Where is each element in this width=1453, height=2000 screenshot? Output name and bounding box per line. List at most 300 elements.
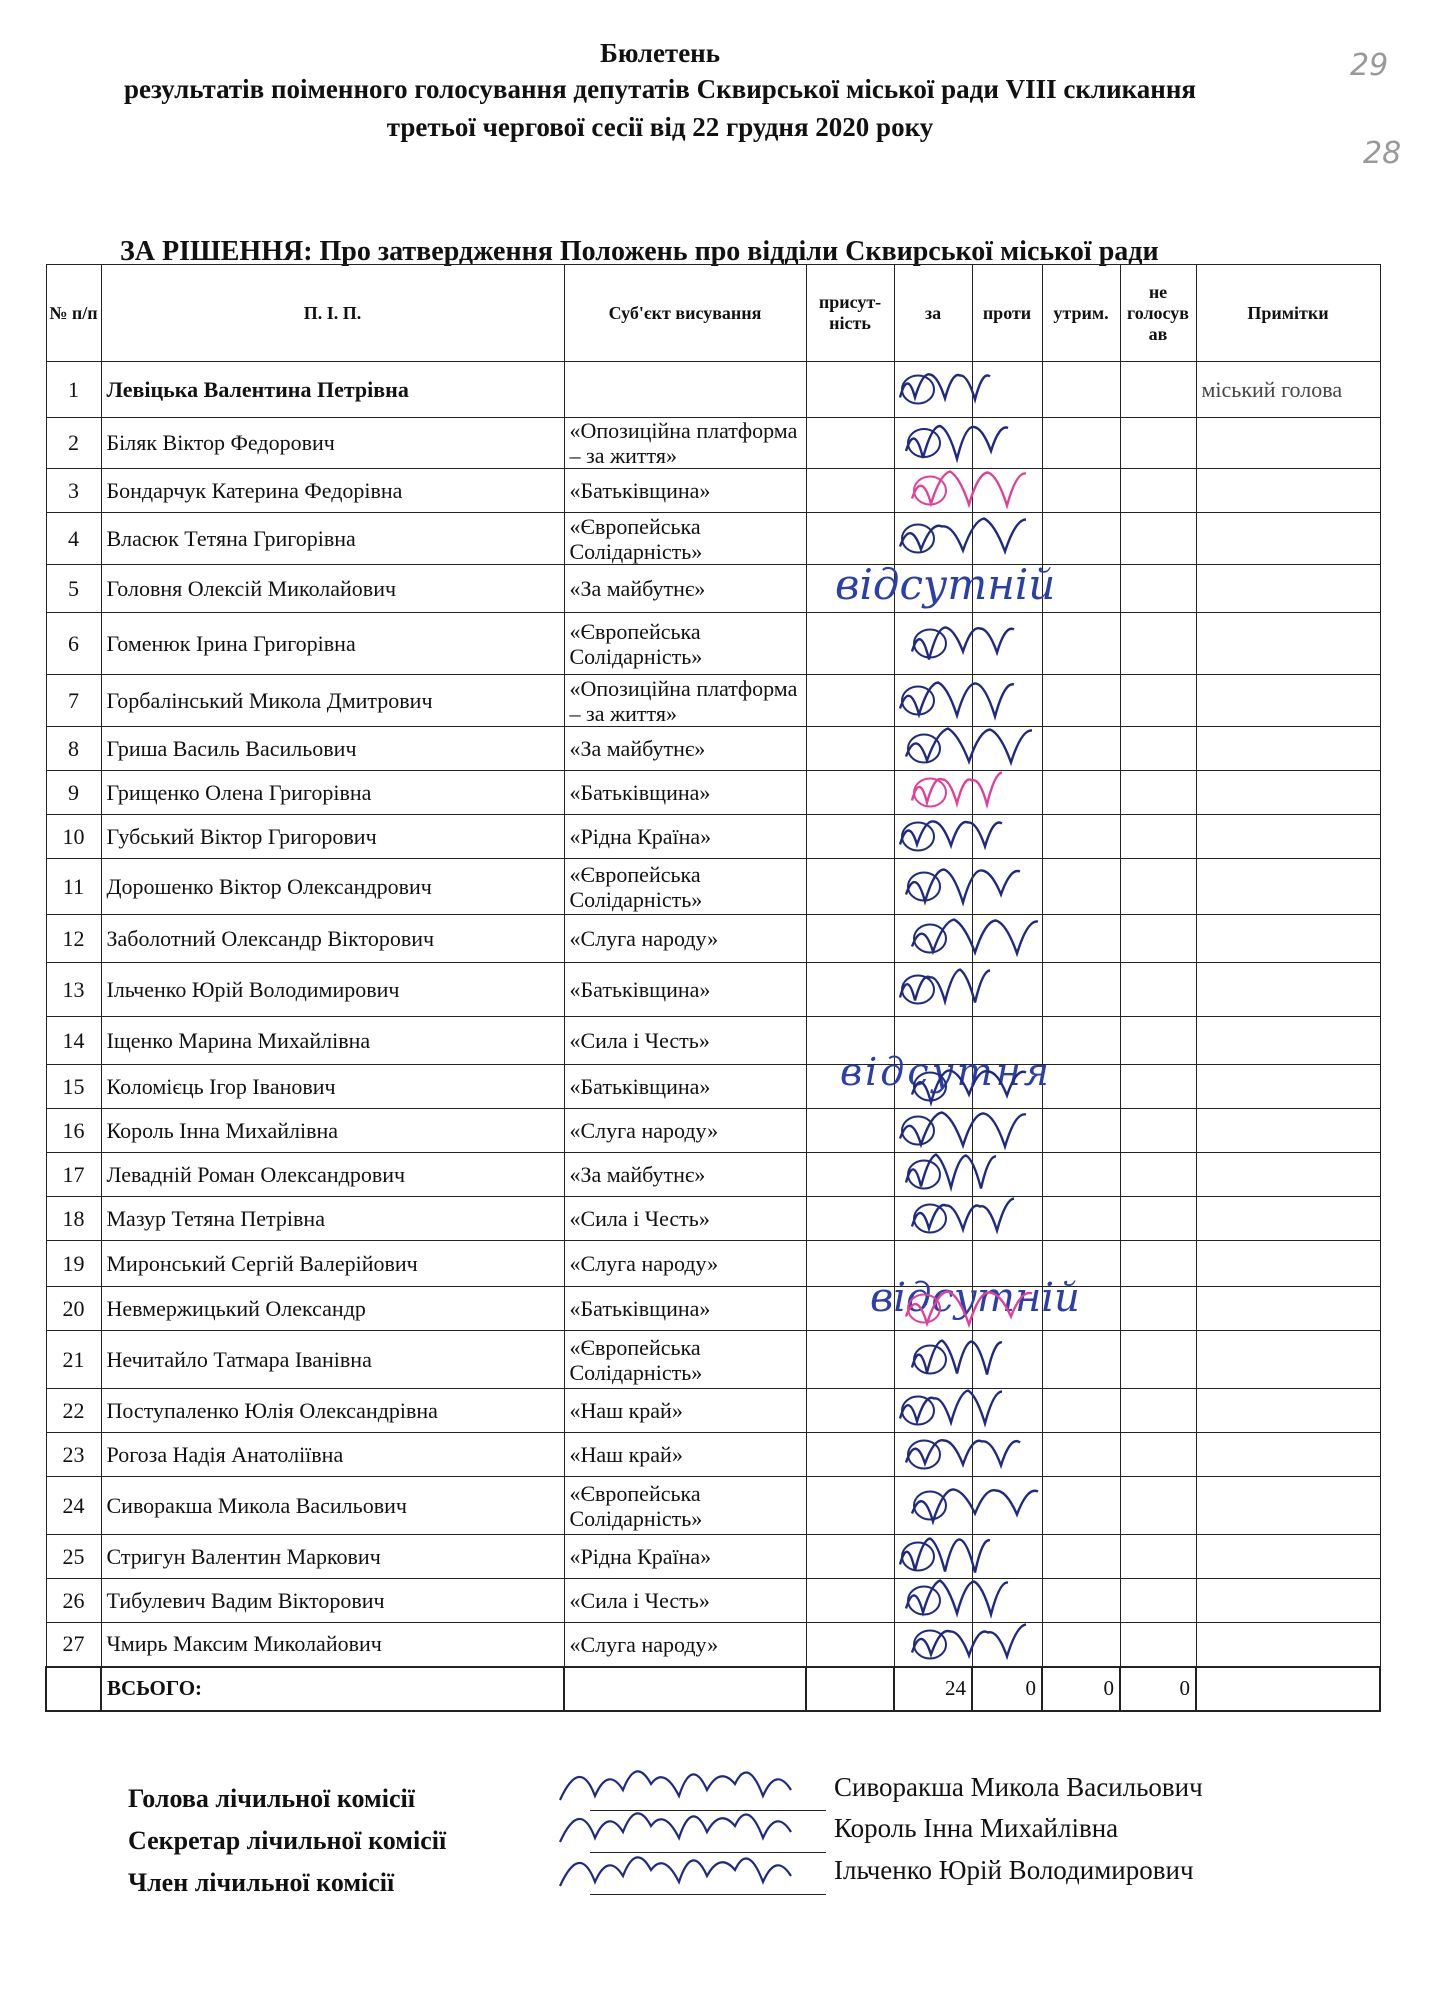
row-number: 12 — [46, 915, 101, 963]
nominating-party: «Наш край» — [564, 1433, 806, 1477]
abstain-cell — [1042, 675, 1120, 727]
deputy-name: Мазур Тетяна Петрівна — [101, 1197, 564, 1241]
table-row — [46, 1197, 1380, 1241]
abstain-cell — [1042, 1535, 1120, 1579]
head-sign-line — [590, 1810, 826, 1811]
row-number: 24 — [46, 1477, 101, 1535]
abstain-cell — [1042, 1109, 1120, 1153]
abstain-cell — [1042, 418, 1120, 469]
present-cell — [806, 565, 894, 613]
nominating-party: «За майбутнє» — [564, 565, 806, 613]
row-number: 6 — [46, 613, 101, 675]
deputy-name: Бондарчук Катерина Федорівна — [101, 469, 564, 513]
for-cell — [894, 469, 972, 513]
member-label: Член лічильної комісії — [128, 1868, 395, 1897]
present-cell — [806, 727, 894, 771]
table-row — [46, 727, 1380, 771]
deputy-name: Рогоза Надія Анатоліївна — [101, 1433, 564, 1477]
against-cell — [972, 963, 1042, 1017]
deputy-name: Миронський Сергій Валерійович — [101, 1241, 564, 1287]
present-cell — [806, 613, 894, 675]
deputy-name: Сиворакша Микола Васильович — [101, 1477, 564, 1535]
novote-cell — [1120, 1287, 1196, 1331]
abstain-cell — [1042, 727, 1120, 771]
deputy-name: Горбалінський Микола Дмитрович — [101, 675, 564, 727]
row-number: 3 — [46, 469, 101, 513]
for-cell — [894, 1197, 972, 1241]
present-cell — [806, 1535, 894, 1579]
nominating-party: «Батьківщина» — [564, 771, 806, 815]
notes-cell — [1196, 469, 1380, 513]
margin-mark-bottom: 28 — [1363, 136, 1402, 171]
novote-cell — [1120, 565, 1196, 613]
notes-cell — [1196, 1389, 1380, 1433]
novote-cell — [1120, 1109, 1196, 1153]
against-cell — [972, 362, 1042, 418]
against-cell — [972, 771, 1042, 815]
row-number: 17 — [46, 1153, 101, 1197]
table-row — [46, 613, 1380, 675]
table-header — [46, 265, 1380, 362]
notes-cell — [1196, 815, 1380, 859]
row-number: 4 — [46, 513, 101, 565]
notes-cell — [1196, 675, 1380, 727]
novote-cell — [1120, 362, 1196, 418]
notes-cell — [1196, 1241, 1380, 1287]
abstain-cell — [1042, 565, 1120, 613]
deputy-name: Грищенко Олена Григорівна — [101, 771, 564, 815]
novote-cell — [1120, 727, 1196, 771]
nominating-party: «Опозиційна платформа – за життя» — [564, 418, 806, 469]
against-cell — [972, 1623, 1042, 1667]
for-cell — [894, 613, 972, 675]
abstain-cell — [1042, 915, 1120, 963]
against-cell — [972, 815, 1042, 859]
present-cell — [806, 469, 894, 513]
secretary-label: Секретар лічильної комісії — [128, 1826, 447, 1855]
table-row — [46, 418, 1380, 469]
row-number: 27 — [46, 1623, 101, 1667]
against-cell — [972, 565, 1042, 613]
nominating-party: «Сила і Честь» — [564, 1197, 806, 1241]
present-cell — [806, 1017, 894, 1065]
notes-cell — [1196, 613, 1380, 675]
abstain-cell — [1042, 1017, 1120, 1065]
against-cell — [972, 1433, 1042, 1477]
novote-cell — [1120, 1579, 1196, 1623]
novote-cell — [1120, 1241, 1196, 1287]
novote-cell — [1120, 1477, 1196, 1535]
row-number: 14 — [46, 1017, 101, 1065]
novote-cell — [1120, 1433, 1196, 1477]
against-cell — [972, 1109, 1042, 1153]
against-cell — [972, 1065, 1042, 1109]
col-num: № п/п — [46, 265, 101, 362]
abstain-cell — [1042, 1065, 1120, 1109]
table-row — [46, 469, 1380, 513]
row-number: 15 — [46, 1065, 101, 1109]
notes-cell — [1196, 513, 1380, 565]
novote-cell — [1120, 1389, 1196, 1433]
head-label: Голова лічильної комісії — [128, 1784, 415, 1813]
table-row — [46, 675, 1380, 727]
deputy-name: Власюк Тетяна Григорівна — [101, 513, 564, 565]
deputy-name: Левіцька Валентина Петрівна — [101, 362, 564, 418]
nominating-party: «Європейська Солідарність» — [564, 513, 806, 565]
row-number: 20 — [46, 1287, 101, 1331]
abstain-cell — [1042, 513, 1120, 565]
present-cell — [806, 815, 894, 859]
deputy-name: Гоменюк Ірина Григорівна — [101, 613, 564, 675]
nominating-party: «Батьківщина» — [564, 1287, 806, 1331]
novote-cell — [1120, 1197, 1196, 1241]
present-cell — [806, 859, 894, 915]
nominating-party: «Слуга народу» — [564, 1241, 806, 1287]
row-number: 19 — [46, 1241, 101, 1287]
commission-signature — [560, 1771, 791, 1800]
nominating-party: «Слуга народу» — [564, 1623, 806, 1667]
commission-signature — [560, 1857, 791, 1886]
for-cell — [894, 1241, 972, 1287]
row-number: 7 — [46, 675, 101, 727]
absence-note-row14: відсутня — [840, 1050, 1052, 1094]
notes-cell — [1196, 1153, 1380, 1197]
secretary-name: Король Інна Михайлівна — [834, 1813, 1119, 1843]
notes-cell — [1196, 859, 1380, 915]
for-cell — [894, 1153, 972, 1197]
col-present: присут-ність — [806, 265, 894, 362]
col-against: проти — [972, 265, 1042, 362]
row-number: 25 — [46, 1535, 101, 1579]
absence-note-row5: відсутній — [835, 560, 1056, 609]
abstain-cell — [1042, 1433, 1120, 1477]
for-cell — [894, 1389, 972, 1433]
for-cell — [894, 1433, 972, 1477]
notes-cell — [1196, 1535, 1380, 1579]
nominating-party: «Батьківщина» — [564, 469, 806, 513]
present-cell — [806, 771, 894, 815]
present-cell — [806, 1241, 894, 1287]
row-number: 8 — [46, 727, 101, 771]
col-party: Суб'єкт висування — [564, 265, 806, 362]
nominating-party: «Опозиційна платформа – за життя» — [564, 675, 806, 727]
against-cell — [972, 1017, 1042, 1065]
bulletin-title: Бюлетень — [599, 38, 721, 68]
decision-title: ЗА РІШЕННЯ: Про затвердження Положень про відділи Сквирської міської ради — [120, 236, 1159, 267]
for-cell — [894, 513, 972, 565]
col-notes: Примітки — [1196, 265, 1380, 362]
abstain-cell — [1042, 1389, 1120, 1433]
col-for: за — [894, 265, 972, 362]
table-row — [46, 1065, 1380, 1109]
present-cell — [806, 1433, 894, 1477]
for-cell — [894, 675, 972, 727]
against-cell — [972, 469, 1042, 513]
row-number: 11 — [46, 859, 101, 915]
against-cell — [972, 613, 1042, 675]
table-row — [46, 565, 1380, 613]
commission-signature — [560, 1813, 791, 1842]
notes-cell — [1196, 1331, 1380, 1389]
nominating-party: «Слуга народу» — [564, 915, 806, 963]
table-row — [46, 1477, 1380, 1535]
table-row — [46, 1433, 1380, 1477]
nominating-party: «Батьківщина» — [564, 1065, 806, 1109]
table-row — [46, 1623, 1380, 1667]
row-number: 26 — [46, 1579, 101, 1623]
present-cell — [806, 1331, 894, 1389]
row-number: 18 — [46, 1197, 101, 1241]
present-cell — [806, 1477, 894, 1535]
deputy-name: Король Інна Михайлівна — [101, 1109, 564, 1153]
table-row — [46, 513, 1380, 565]
nominating-party: «Батьківщина» — [564, 963, 806, 1017]
row-number: 10 — [46, 815, 101, 859]
abstain-cell — [1042, 1331, 1120, 1389]
against-cell — [972, 1389, 1042, 1433]
col-abstain: утрим. — [1042, 265, 1120, 362]
deputy-name: Поступаленко Юлія Олександрівна — [101, 1389, 564, 1433]
abstain-cell — [1042, 1287, 1120, 1331]
notes-cell — [1196, 963, 1380, 1017]
against-cell — [972, 859, 1042, 915]
present-cell — [806, 1153, 894, 1197]
against-cell — [972, 1241, 1042, 1287]
abstain-cell — [1042, 1197, 1120, 1241]
table-row — [46, 771, 1380, 815]
deputy-name: Заболотний Олександр Вікторович — [101, 915, 564, 963]
notes-cell: міський голова — [1196, 362, 1380, 418]
table-row — [46, 1241, 1380, 1287]
row-number: 22 — [46, 1389, 101, 1433]
present-cell — [806, 1389, 894, 1433]
total-for: 24 — [894, 1667, 972, 1711]
abstain-cell — [1042, 1477, 1120, 1535]
table-row — [46, 1287, 1380, 1331]
table-row — [46, 1331, 1380, 1389]
col-name: П. І. П. — [101, 265, 564, 362]
row-number: 1 — [46, 362, 101, 418]
present-cell — [806, 513, 894, 565]
member-name: Ільченко Юрій Володимирович — [834, 1855, 1194, 1885]
deputy-name: Біляк Віктор Федорович — [101, 418, 564, 469]
for-cell — [894, 771, 972, 815]
present-cell — [806, 963, 894, 1017]
for-cell — [894, 1623, 972, 1667]
abstain-cell — [1042, 1579, 1120, 1623]
table-row — [46, 1017, 1380, 1065]
table-row — [46, 1535, 1380, 1579]
notes-cell — [1196, 1623, 1380, 1667]
present-cell — [806, 1109, 894, 1153]
novote-cell — [1120, 963, 1196, 1017]
row-number: 2 — [46, 418, 101, 469]
nominating-party — [564, 362, 806, 418]
deputy-name: Чмирь Максим Миколайович — [101, 1623, 564, 1667]
for-cell — [894, 1477, 972, 1535]
against-cell — [972, 1197, 1042, 1241]
present-cell — [806, 1065, 894, 1109]
nominating-party: «Сила і Честь» — [564, 1017, 806, 1065]
abstain-cell — [1042, 771, 1120, 815]
nominating-party: «За майбутнє» — [564, 727, 806, 771]
notes-cell — [1196, 565, 1380, 613]
member-sign-line — [590, 1894, 826, 1895]
nominating-party: «Слуга народу» — [564, 1109, 806, 1153]
against-cell — [972, 1331, 1042, 1389]
present-cell — [806, 362, 894, 418]
for-cell — [894, 1017, 972, 1065]
for-cell — [894, 1331, 972, 1389]
abstain-cell — [1042, 1153, 1120, 1197]
session-date: третьої чергової сесії від 22 грудня 2020 року — [386, 112, 934, 142]
table-row — [46, 815, 1380, 859]
for-cell — [894, 565, 972, 613]
nominating-party: «Європейська Солідарність» — [564, 859, 806, 915]
notes-cell — [1196, 1433, 1380, 1477]
table-row — [46, 1153, 1380, 1197]
col-novote: не голосув ав — [1120, 265, 1196, 362]
row-number: 5 — [46, 565, 101, 613]
abstain-cell — [1042, 1623, 1120, 1667]
novote-cell — [1120, 859, 1196, 915]
table-row — [46, 915, 1380, 963]
for-cell — [894, 1535, 972, 1579]
abstain-cell — [1042, 859, 1120, 915]
notes-cell — [1196, 771, 1380, 815]
for-cell — [894, 859, 972, 915]
absence-note-row19: відсутній — [870, 1275, 1080, 1321]
deputy-name: Нечитайло Татмара Іванівна — [101, 1331, 564, 1389]
notes-cell — [1196, 915, 1380, 963]
nominating-party: «Європейська Солідарність» — [564, 613, 806, 675]
for-cell — [894, 1109, 972, 1153]
novote-cell — [1120, 1065, 1196, 1109]
row-number: 23 — [46, 1433, 101, 1477]
against-cell — [972, 915, 1042, 963]
head-name: Сиворакша Микола Васильович — [834, 1772, 1203, 1802]
total-abstain: 0 — [1042, 1667, 1120, 1711]
nominating-party: «За майбутнє» — [564, 1153, 806, 1197]
present-cell — [806, 915, 894, 963]
present-cell — [806, 1623, 894, 1667]
against-cell — [972, 1579, 1042, 1623]
notes-cell — [1196, 1197, 1380, 1241]
bulletin-subtitle: результатів поіменного голосування депутатів Сквирської міської ради VIII скликання — [123, 74, 1197, 104]
deputy-name: Гриша Василь Васильович — [101, 727, 564, 771]
row-number: 13 — [46, 963, 101, 1017]
nominating-party: «Рідна Країна» — [564, 1535, 806, 1579]
row-number: 9 — [46, 771, 101, 815]
notes-cell — [1196, 727, 1380, 771]
against-cell — [972, 1153, 1042, 1197]
abstain-cell — [1042, 963, 1120, 1017]
novote-cell — [1120, 771, 1196, 815]
present-cell — [806, 418, 894, 469]
total-against: 0 — [972, 1667, 1042, 1711]
novote-cell — [1120, 1017, 1196, 1065]
table-row — [46, 1109, 1380, 1153]
table-row — [46, 1579, 1380, 1623]
novote-cell — [1120, 1623, 1196, 1667]
nominating-party: «Сила і Честь» — [564, 1579, 806, 1623]
abstain-cell — [1042, 1241, 1120, 1287]
novote-cell — [1120, 513, 1196, 565]
abstain-cell — [1042, 469, 1120, 513]
present-cell — [806, 1287, 894, 1331]
table-row — [46, 1389, 1380, 1433]
notes-cell — [1196, 1017, 1380, 1065]
novote-cell — [1120, 418, 1196, 469]
voting-table — [45, 264, 1381, 1712]
novote-cell — [1120, 675, 1196, 727]
total-novote: 0 — [1120, 1667, 1196, 1711]
for-cell — [894, 1287, 972, 1331]
for-cell — [894, 1579, 972, 1623]
deputy-name: Коломієць Ігор Іванович — [101, 1065, 564, 1109]
secretary-sign-line — [590, 1852, 826, 1853]
present-cell — [806, 1579, 894, 1623]
novote-cell — [1120, 1535, 1196, 1579]
notes-cell — [1196, 1579, 1380, 1623]
against-cell — [972, 418, 1042, 469]
nominating-party: «Європейська Солідарність» — [564, 1477, 806, 1535]
against-cell — [972, 1535, 1042, 1579]
for-cell — [894, 915, 972, 963]
against-cell — [972, 1287, 1042, 1331]
margin-mark-top: 29 — [1350, 48, 1389, 83]
for-cell — [894, 815, 972, 859]
against-cell — [972, 675, 1042, 727]
notes-cell — [1196, 1065, 1380, 1109]
for-cell — [894, 963, 972, 1017]
against-cell — [972, 1477, 1042, 1535]
novote-cell — [1120, 469, 1196, 513]
deputy-name: Левадній Роман Олександрович — [101, 1153, 564, 1197]
deputy-name: Губський Віктор Григорович — [101, 815, 564, 859]
table-row — [46, 859, 1380, 915]
table-row — [46, 963, 1380, 1017]
against-cell — [972, 513, 1042, 565]
table-row — [46, 362, 1380, 418]
novote-cell — [1120, 915, 1196, 963]
notes-cell — [1196, 418, 1380, 469]
present-cell — [806, 675, 894, 727]
abstain-cell — [1042, 362, 1120, 418]
for-cell — [894, 418, 972, 469]
novote-cell — [1120, 1153, 1196, 1197]
deputy-name: Невмержицький Олександр — [101, 1287, 564, 1331]
deputy-name: Іщенко Марина Михайлівна — [101, 1017, 564, 1065]
deputy-name: Головня Олексій Миколайович — [101, 565, 564, 613]
novote-cell — [1120, 613, 1196, 675]
row-number: 21 — [46, 1331, 101, 1389]
for-cell — [894, 1065, 972, 1109]
novote-cell — [1120, 815, 1196, 859]
against-cell — [972, 727, 1042, 771]
abstain-cell — [1042, 613, 1120, 675]
notes-cell — [1196, 1287, 1380, 1331]
notes-cell — [1196, 1109, 1380, 1153]
novote-cell — [1120, 1331, 1196, 1389]
abstain-cell — [1042, 815, 1120, 859]
deputy-name: Тибулевич Вадим Вікторович — [101, 1579, 564, 1623]
present-cell — [806, 1197, 894, 1241]
deputy-name: Ільченко Юрій Володимирович — [101, 963, 564, 1017]
deputy-name: Стригун Валентин Маркович — [101, 1535, 564, 1579]
deputy-name: Дорошенко Віктор Олександрович — [101, 859, 564, 915]
nominating-party: «Європейська Солідарність» — [564, 1331, 806, 1389]
